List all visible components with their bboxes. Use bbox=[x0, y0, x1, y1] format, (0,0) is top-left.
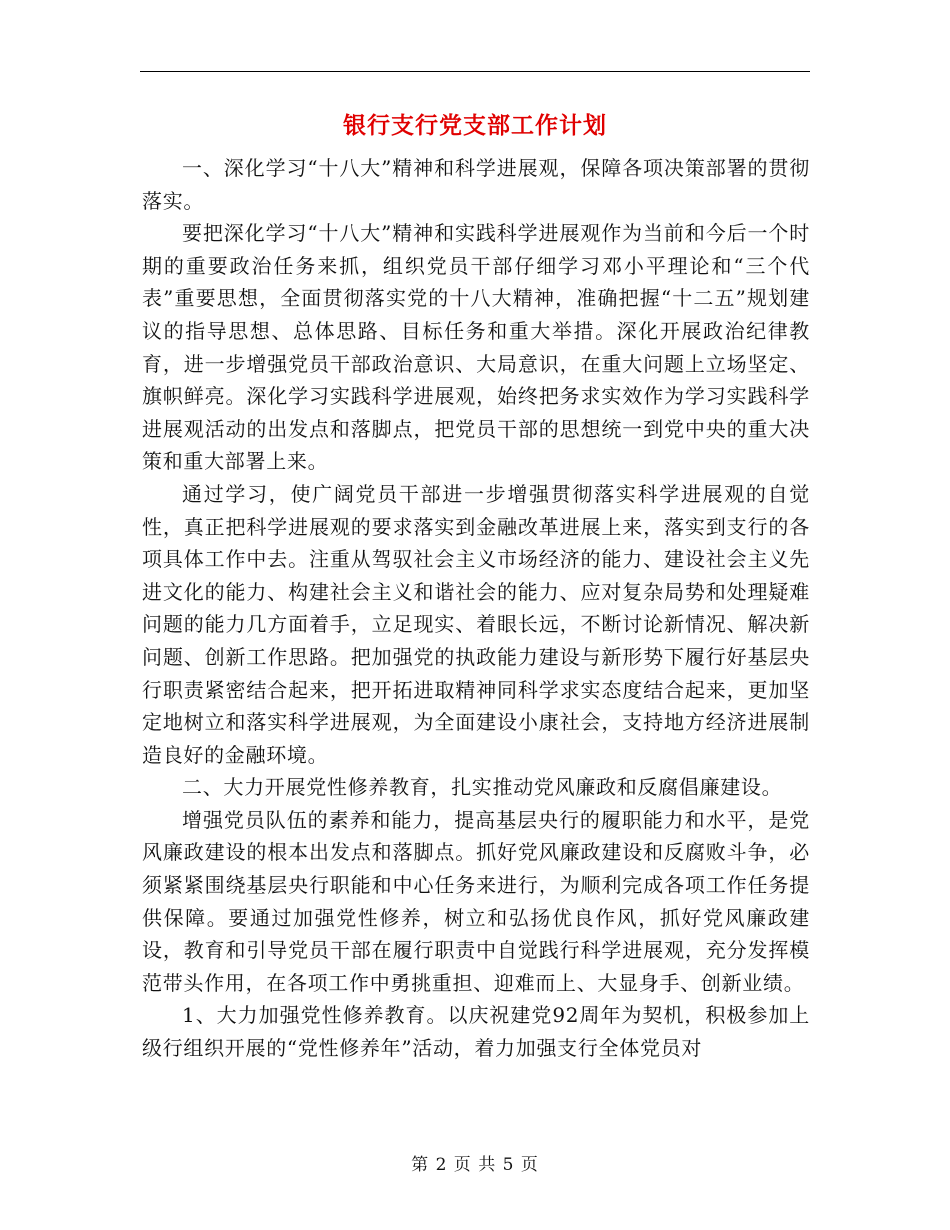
document-title: 银行支行党支部工作计划 bbox=[343, 112, 607, 139]
header-rule bbox=[140, 71, 810, 72]
page-number: 第 2 页 共 5 页 bbox=[411, 1155, 539, 1175]
document-body bbox=[142, 152, 810, 1065]
body-paragraph: 要把深化学习“十八大”精神和实践科学进展观作为当前和今后一个时期的重要政治任务来抓，组织党员干部仔细学习邓小平理论和“三个代表”重要思想，全面贯彻落实党的十八大精神，准确把握“十二五”规划建议的指导思想、总体思路、目标任务和重大举措。深化开展政治纪律教育，进一步增强党员干部政治意识、大局意识，在重大问题上立场坚定、旗帜鲜亮。深化学习实践科学进展观，始终把务求实效作为学习实践科学进展观活动的出发点和落脚点，把党员干部的思想统一到党中央的重大决策和重大部署上来。 bbox=[142, 221, 810, 474]
section-heading-1: 一、深化学习“十八大”精神和科学进展观，保障各项决策部署的贯彻落实。 bbox=[142, 156, 810, 213]
section-heading-2: 二、大力开展党性修养教育，扎实推动党风廉政和反腐倡廉建设。 bbox=[182, 775, 783, 800]
body-paragraph: 增强党员队伍的素养和能力，提高基层央行的履职能力和水平，是党风廉政建设的根本出发点和落脚点。抓好党风廉政建设和反腐败斗争，必须紧紧围绕基层央行职能和中心任务来进行，为顺利完成各项工作任务提供保障。要通过加强党性修养，树立和弘扬优良作风，抓好党风廉政建设，教育和引导党员干部在履行职责中自觉践行科学进展观，充分发挥模范带头作用，在各项工作中勇挑重担、迎难而上、大显身手、创新业绩。 bbox=[142, 807, 810, 995]
body-paragraph: 通过学习，使广阔党员干部进一步增强贯彻落实科学进展观的自觉性，真正把科学进展观的要求落实到金融改革进展上来，落实到支行的各项具体工作中去。注重从驾驭社会主义市场经济的能力、建设社会主义先进文化的能力、构建社会主义和谐社会的能力、应对复杂局势和处理疑难问题的能力几方面着手，立足现实、着眼长远，不断讨论新情况、解决新问题、创新工作思路。把加强党的执政能力建设与新形势下履行好基层央行职责紧密结合起来，把开拓进取精神同科学求实态度结合起来，更加坚定地树立和落实科学进展观，为全面建设小康社会，支持地方经济进展制造良好的金融环境。 bbox=[142, 481, 810, 767]
list-item-paragraph: 1、大力加强党性修养教育。以庆祝建党92周年为契机，积极参加上级行组织开展的“党性修养年”活动，着力加强支行全体党员对 bbox=[142, 1003, 810, 1061]
